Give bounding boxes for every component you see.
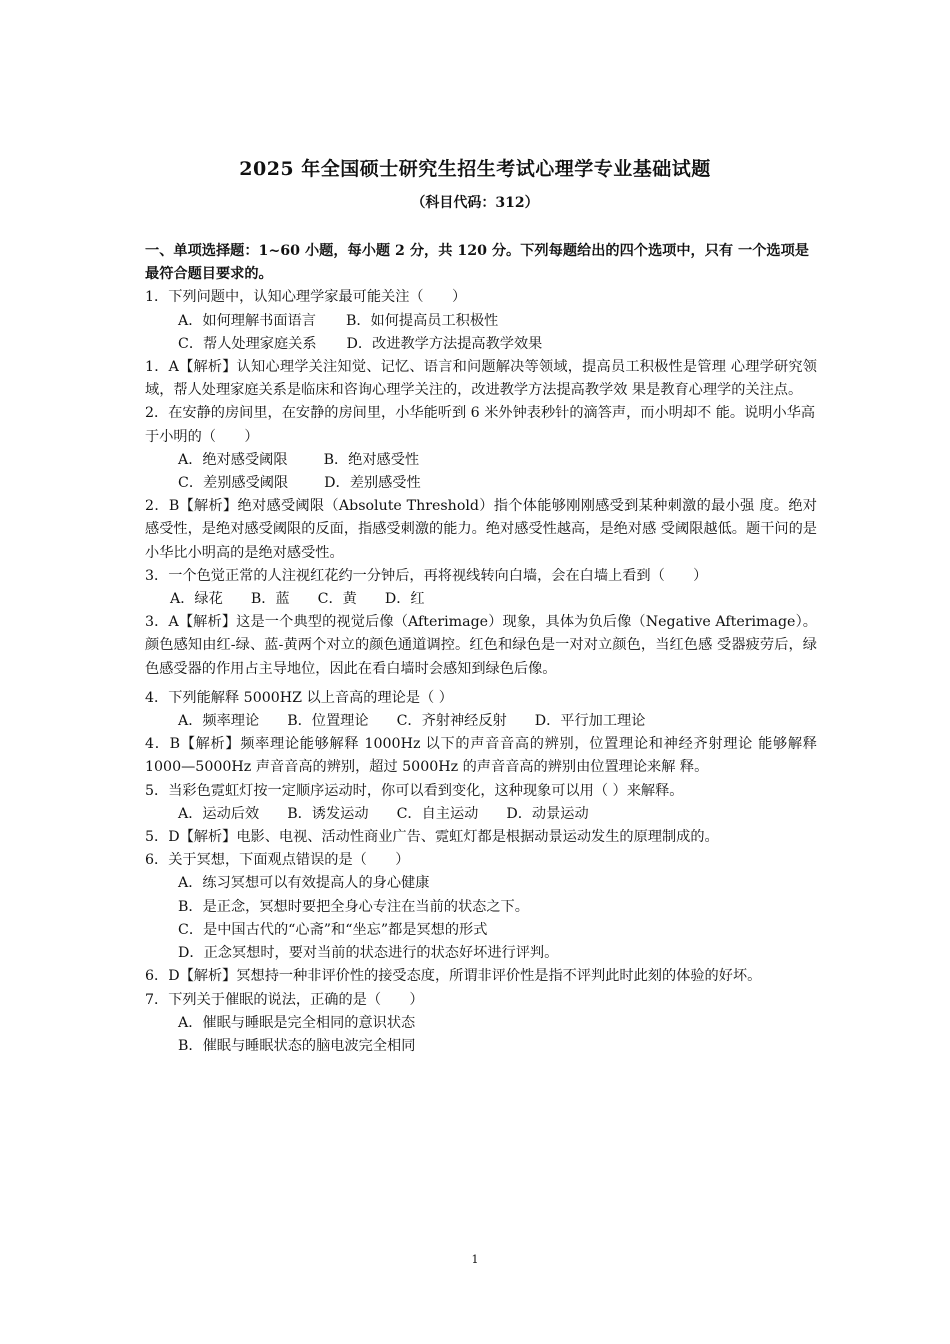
option-b: B．诱发运动 xyxy=(287,805,369,822)
option-b: B．位置理论 xyxy=(287,713,369,730)
question-3-stem: 3．一个色觉正常的人注视红花约一分钟后，再将视线转向白墙，会在白墙上看到（ ） xyxy=(145,567,708,584)
question-6-option-b: B．是正念，冥想时要把全身心专注在当前的状态之下。 xyxy=(178,898,529,915)
option-c: C．帮人处理家庭关系 xyxy=(178,335,317,352)
question-6-option-c: C．是中国古代的“心斋”和“坐忘”都是冥想的形式 xyxy=(178,921,488,938)
question-6-option-d: D．正念冥想时，要对当前的状态进行的状态好坏进行评判。 xyxy=(178,945,559,962)
option-c: C．差别感受阈限 xyxy=(178,475,289,492)
question-1-options-row-1 xyxy=(145,310,817,333)
question-5-answer: 5．D【解析】电影、电视、活动性商业广告、霓虹灯都是根据动景运动发生的原理制成的。 xyxy=(145,829,719,846)
option-b: B．如何提高员工积极性 xyxy=(345,312,499,329)
option-d: D．改进教学方法提高教学效果 xyxy=(346,335,543,352)
question-4-answer: 4．B【解析】频率理论能够解释 1000Hz 以下的声音音高的辨别，位置理论和神经齐射理论 能够解释 1000—5000Hz 声音音高的辨别，超过 5000Hz 的声音音高的辨别由位置理论来解 释。 xyxy=(145,736,817,776)
option-c: C．黄 xyxy=(317,591,357,608)
question-2-options-row-2 xyxy=(145,472,817,495)
question-2-options-row-1 xyxy=(145,449,817,472)
option-a: A．如何理解书面语言 xyxy=(178,312,316,329)
question-5-options xyxy=(145,803,817,826)
option-b: B．绝对感受性 xyxy=(323,451,420,468)
option-d: D．动景运动 xyxy=(506,805,589,822)
option-c: C．自主运动 xyxy=(396,805,479,822)
page-number: 1 xyxy=(471,1253,479,1266)
question-7-option-b: B．催眠与睡眠状态的脑电波完全相同 xyxy=(178,1037,416,1054)
question-7-option-a: A．催眠与睡眠是完全相同的意识状态 xyxy=(178,1014,416,1031)
question-3-answer: 3．A【解析】这是一个典型的视觉后像（Afterimage）现象，具体为负后像（Negative Afterimage）。 颜色感知由红-绿、蓝-黄两个对立的颜色通道调控。红色和绿色是一对对立颜色，当红色感 受器疲劳后，绿色感受器的作用占主导地位，因此在看白墙时会感知到绿色后像。 xyxy=(145,614,817,677)
option-d: D．差别感受性 xyxy=(324,475,421,492)
option-d: D．平行加工理论 xyxy=(534,713,646,730)
option-d: D．红 xyxy=(384,591,425,608)
option-a: A．频率理论 xyxy=(178,713,260,730)
option-a: A．运动后效 xyxy=(178,805,260,822)
exam-title: 2025 年全国硕士研究生招生考试心理学专业基础试题 xyxy=(239,158,711,180)
question-1-options-row-2 xyxy=(145,333,817,356)
option-a: A．绿花 xyxy=(170,591,223,608)
question-2-stem: 2．在安静的房间里，在安静的房间里，小华能听到 6 米外钟表秒针的滴答声，而小明却不 能。说明小华高于小明的（ ） xyxy=(145,405,816,445)
exam-subject-code: （科目代码：312） xyxy=(411,195,539,211)
exam-content xyxy=(145,240,817,1058)
question-3-options xyxy=(145,588,817,611)
section-header: 一、单项选择题：1~60 小题，每小题 2 分，共 120 分。下列每题给出的四个选项中，只有 一个选项是最符合题目要求的。 xyxy=(145,243,809,283)
question-6-answer: 6．D【解析】冥想持一种非评价性的接受态度，所谓非评价性是指不评判此时此刻的体验的好坏。 xyxy=(145,968,762,985)
question-1-answer: 1．A【解析】认知心理学关注知觉、记忆、语言和问题解决等领域，提高员工积极性是管理 心理学研究领域，帮人处理家庭关系是临床和咨询心理学关注的，改进教学方法提高教学效 果是教育心理学的关注点。 xyxy=(145,359,817,399)
question-1-stem: 1．下列问题中，认知心理学家最可能关注（ ） xyxy=(145,289,467,306)
question-5-stem: 5．当彩色霓虹灯按一定顺序运动时，你可以看到变化，这种现象可以用（ ）来解释。 xyxy=(145,782,684,799)
question-2-answer: 2．B【解析】绝对感受阈限（Absolute Threshold）指个体能够刚刚感受到某种刺激的最小强 度。绝对感受性，是绝对感受阈限的反面，指感受刺激的能力。绝对感受性越高，是绝对感 受阈限越低。题干问的是小华比小明高的是绝对感受性。 xyxy=(145,498,817,561)
question-4-stem: 4．下列能解释 5000HZ 以上音高的理论是（ ） xyxy=(145,689,453,706)
option-c: C．齐射神经反射 xyxy=(396,713,507,730)
question-6-stem: 6．关于冥想，下面观点错误的是（ ） xyxy=(145,852,410,869)
question-7-stem: 7．下列关于催眠的说法，正确的是（ ） xyxy=(145,991,424,1008)
question-6-option-a: A．练习冥想可以有效提高人的身心健康 xyxy=(178,875,430,892)
question-4-options xyxy=(145,710,817,733)
option-a: A．绝对感受阈限 xyxy=(178,451,288,468)
option-b: B．蓝 xyxy=(250,591,290,608)
